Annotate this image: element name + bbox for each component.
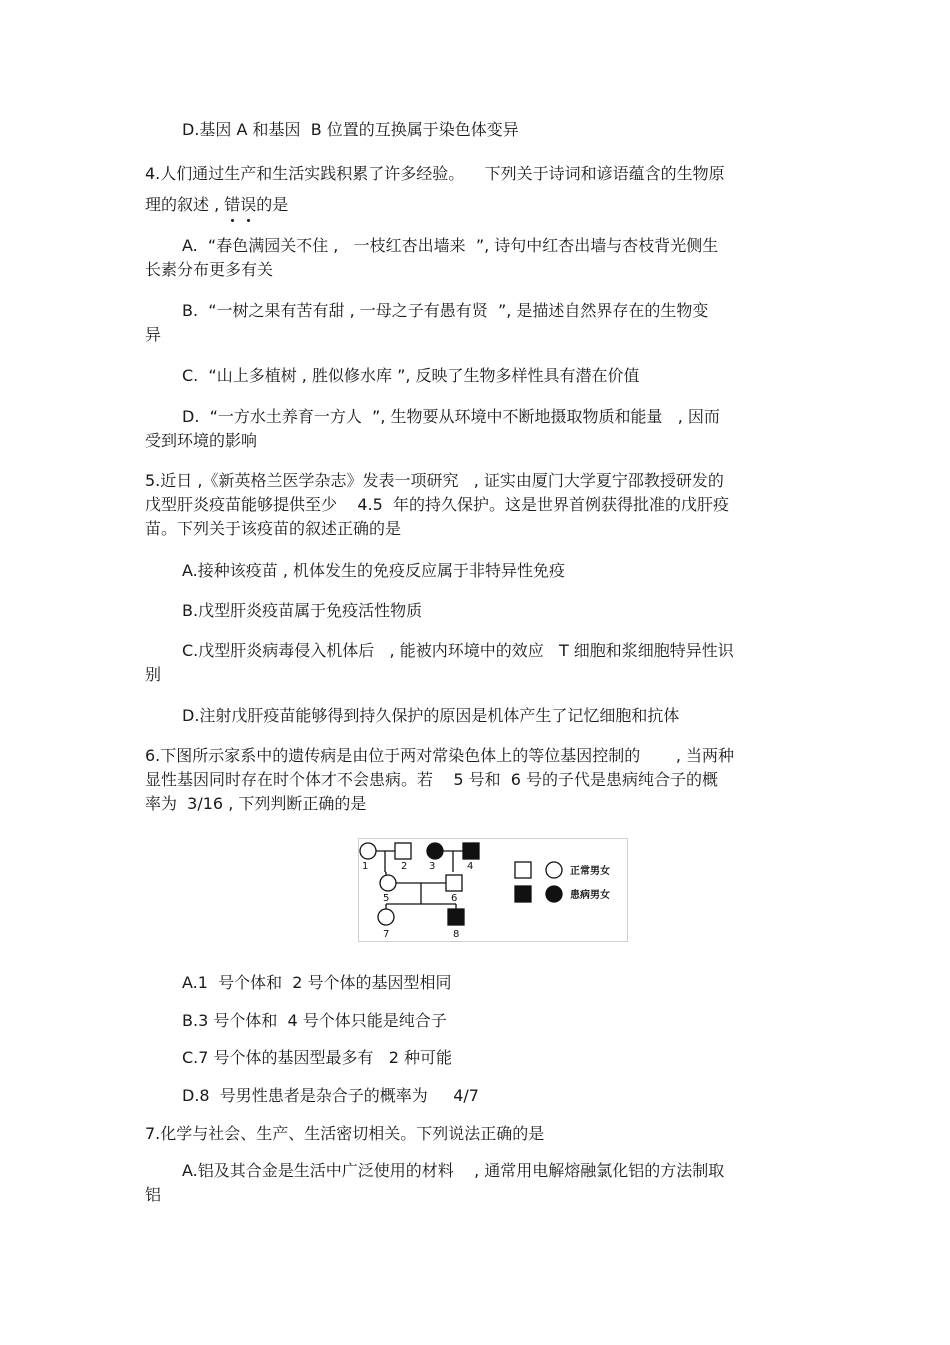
q5-option-b: B.戊型肝炎疫苗属于免疫活性物质 bbox=[182, 601, 423, 620]
q5-stem-line3: 苗。下列关于该疫苗的叙述正确的是 bbox=[145, 519, 402, 538]
q4-stem-line1: 4.人们通过生产和生活实践积累了许多经验。 下列关于诗词和谚语蕴含的生物原 bbox=[145, 164, 725, 183]
legend-affected-female-icon bbox=[546, 886, 562, 902]
label-8: 8 bbox=[453, 929, 460, 940]
q6-stem-line1: 6.下图所示家系中的遗传病是由位于两对常染色体上的等位基因控制的 , 当两种 bbox=[145, 746, 735, 765]
q4-stem-post: 的是 bbox=[256, 195, 289, 214]
q7-stem: 7.化学与社会、生产、生活密切相关。下列说法正确的是 bbox=[145, 1124, 545, 1143]
q4-emphasis-char2: 误 bbox=[240, 193, 256, 217]
q3-option-d: D.基因 A 和基因 B 位置的互换属于染色体变异 bbox=[182, 120, 519, 139]
q4-option-a-line2: 长素分布更多有关 bbox=[145, 260, 274, 279]
pedigree-figure bbox=[358, 838, 628, 942]
legend-normal-female-icon bbox=[546, 862, 562, 878]
q6-stem-line2: 显性基因同时存在时个体才不会患病。若 5 号和 6 号的子代是患病纯合子的概 bbox=[145, 770, 719, 789]
q4-stem-line2 bbox=[145, 193, 288, 217]
label-2: 2 bbox=[401, 861, 408, 872]
label-7: 7 bbox=[383, 929, 390, 940]
individual-4-affected-male-icon bbox=[463, 843, 479, 859]
individual-5-normal-female-icon bbox=[380, 875, 396, 891]
label-3: 3 bbox=[429, 861, 436, 872]
q5-option-a: A.接种该疫苗 , 机体发生的免疫反应属于非特异性免疫 bbox=[182, 561, 566, 580]
q5-option-c-line1: C.戊型肝炎病毒侵入机体后 , 能被内环境中的效应 T 细胞和浆细胞特异性识 bbox=[182, 641, 734, 660]
q7-option-a-line2: 铝 bbox=[145, 1185, 162, 1204]
q6-stem-line3: 率为 3/16 , 下列判断正确的是 bbox=[145, 794, 367, 813]
q5-option-d: D.注射戊肝疫苗能够得到持久保护的原因是机体产生了记忆细胞和抗体 bbox=[182, 706, 680, 725]
individual-7-normal-female-icon bbox=[378, 909, 394, 925]
individual-8-affected-male-icon bbox=[448, 909, 464, 925]
legend-normal-label: 正常男女 bbox=[570, 866, 610, 877]
individual-3-affected-female-icon bbox=[427, 843, 443, 859]
q4-option-b-line1: B. “一树之果有苦有甜 , 一母之子有愚有贤 ”, 是描述自然界存在的生物变 bbox=[182, 301, 709, 320]
q6-option-a: A.1 号个体和 2 号个体的基因型相同 bbox=[182, 973, 452, 992]
q5-stem-line2: 戊型肝炎疫苗能够提供至少 4.5 年的持久保护。这是世界首例获得批准的戊肝疫 bbox=[145, 495, 729, 514]
individual-6-normal-male-icon bbox=[446, 875, 462, 891]
q4-option-a-line1: A. “春色满园关不住 , 一枝红杏出墙来 ”, 诗句中红杏出墙与杏枝背光侧生 bbox=[182, 236, 719, 255]
label-1: 1 bbox=[362, 861, 369, 872]
legend-affected-male-icon bbox=[515, 886, 531, 902]
q6-option-d: D.8 号男性患者是杂合子的概率为 4/7 bbox=[182, 1086, 479, 1105]
q4-option-c: C. “山上多植树 , 胜似修水库 ”, 反映了生物多样性具有潜在价值 bbox=[182, 366, 640, 385]
label-6: 6 bbox=[451, 893, 458, 904]
legend-affected-label: 患病男女 bbox=[570, 890, 610, 901]
legend-normal-male-icon bbox=[515, 862, 531, 878]
label-4: 4 bbox=[467, 861, 474, 872]
q4-option-d-line1: D. “一方水土养育一方人 ”, 生物要从环境中不断地摄取物质和能量 , 因而 bbox=[182, 407, 720, 426]
q5-stem-line1: 5.近日 ,《新英格兰医学杂志》发表一项研究 , 证实由厦门大学夏宁邵教授研发的 bbox=[145, 471, 724, 490]
q6-option-c: C.7 号个体的基因型最多有 2 种可能 bbox=[182, 1048, 453, 1067]
individual-2-normal-male-icon bbox=[395, 843, 411, 859]
individual-1-normal-female-icon bbox=[360, 843, 376, 859]
q6-option-b: B.3 号个体和 4 号个体只能是纯合子 bbox=[182, 1011, 447, 1030]
q5-option-c-line2: 别 bbox=[145, 665, 162, 684]
q7-option-a-line1: A.铝及其合金是生活中广泛使用的材料 , 通常用电解熔融氯化铝的方法制取 bbox=[182, 1161, 725, 1180]
q4-stem-pre: 理的叙述 , bbox=[145, 195, 225, 214]
q4-option-b-line2: 异 bbox=[145, 325, 162, 344]
q4-emphasis-char1: 错 bbox=[224, 193, 240, 217]
label-5: 5 bbox=[383, 893, 390, 904]
q4-option-d-line2: 受到环境的影响 bbox=[145, 431, 258, 450]
